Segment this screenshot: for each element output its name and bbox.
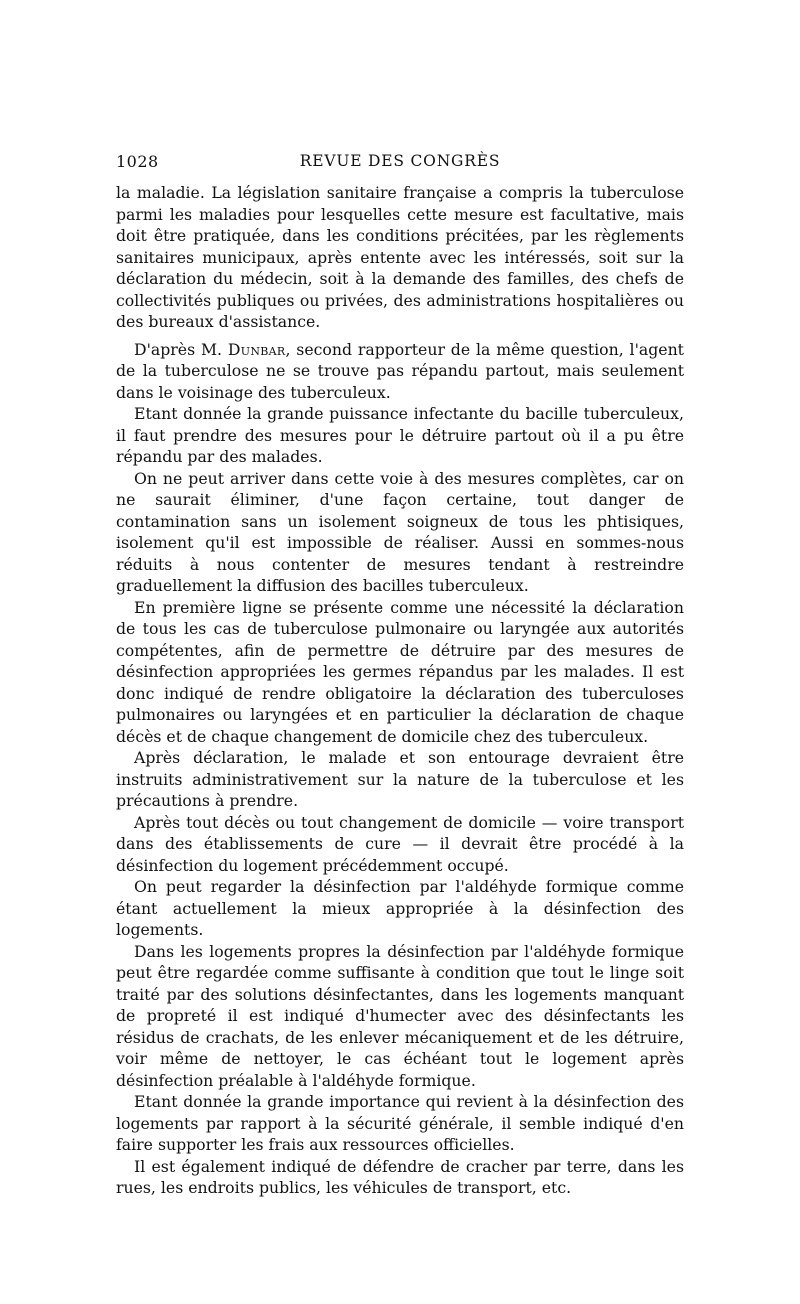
paragraph: On ne peut arriver dans cette voie à des mesures complètes, car on ne saurait éliminer, d'une façon certaine, tout danger de contamination sans un isolement soigneux de tous les phtisiques, isolement qu'il est impossible de réaliser. Aussi en sommes-nous réduits à nous contenter de mesures tendant à restreindre graduellement la diffusion des bacilles tuberculeux. xyxy=(116,468,684,595)
page-number: 1028 xyxy=(116,152,159,171)
running-header xyxy=(116,152,684,176)
running-title: REVUE DES CONGRÈS xyxy=(299,152,501,170)
paragraph: Il est également indiqué de défendre de cracher par terre, dans les rues, les endroits publics, les véhicules de transport, etc. xyxy=(116,1156,684,1197)
paragraph-text: , second rapporteur de la même question, l'agent de la tuberculose ne se trouve pas répandu partout, mais seulement dans le voisinage des tuberculeux. xyxy=(116,339,684,402)
paragraph: Après tout décès ou tout changement de domicile — voire transport dans des établissements de cure — il devrait être procédé à la désinfection du logement précédemment occupé. xyxy=(116,812,684,875)
paragraph: On peut regarder la désinfection par l'aldéhyde formique comme étant actuellement la mieux appropriée à la désinfection des logements. xyxy=(116,877,684,939)
paragraph-dunbar xyxy=(116,339,684,404)
paragraph: Etant donnée la grande puissance infectante du bacille tuberculeux, il faut prendre des mesures pour le détruire partout où il a pu être répandu par des malades. xyxy=(116,404,684,466)
paragraph: Etant donnée la grande importance qui revient à la désinfection des logements par rapport à la sécurité générale, il semble indiqué d'en faire supporter les frais aux ressources officielles. xyxy=(116,1092,684,1154)
paragraph: Dans les logements propres la désinfection par l'aldéhyde formique peut être regardée comme suffisante à condition que tout le linge soit traité par des solutions désinfectantes, dans les logements manquant de propreté il est indiqué d'humecter avec des désinfectants les résidus de crachats, de les enlever mécaniquement et de les détruire, voir même de nettoyer, le cas échéant tout le logement après désinfection préalable à l'aldéhyde formique. xyxy=(116,941,684,1090)
speaker-name: Dunbar xyxy=(227,339,286,359)
document-page xyxy=(116,152,684,1199)
paragraph: Après déclaration, le malade et son entourage devraient être instruits administrativement sur la nature de la tuberculose et les précautions à prendre. xyxy=(116,748,684,810)
paragraph: En première ligne se présente comme une nécessité la déclaration de tous les cas de tuberculose pulmonaire ou laryngée aux autorités compétentes, afin de permettre de détruire par des mesures de désinfection appropriées les germes répandus par les malades. Il est donc indiqué de rendre obligatoire la déclaration des tuberculoses pulmonaires ou laryngées et en particulier la déclaration de chaque décès et de chaque changement de domicile chez des tuberculeux. xyxy=(116,597,684,746)
paragraph-continuation: la maladie. La législation sanitaire française a compris la tuberculose parmi les maladies pour lesquelles cette mesure est facultative, mais doit être pratiquée, dans les conditions précitées, par les règlements sanitaires municipaux, après entente avec les intéressés, soit sur la déclaration du médecin, soit à la demande des familles, des chefs de collectivités publiques ou privées, des administrations hospitalières ou des bureaux d'assistance. xyxy=(116,183,684,331)
article-body xyxy=(116,182,684,1199)
paragraph-lead: D'après M. xyxy=(134,339,228,359)
